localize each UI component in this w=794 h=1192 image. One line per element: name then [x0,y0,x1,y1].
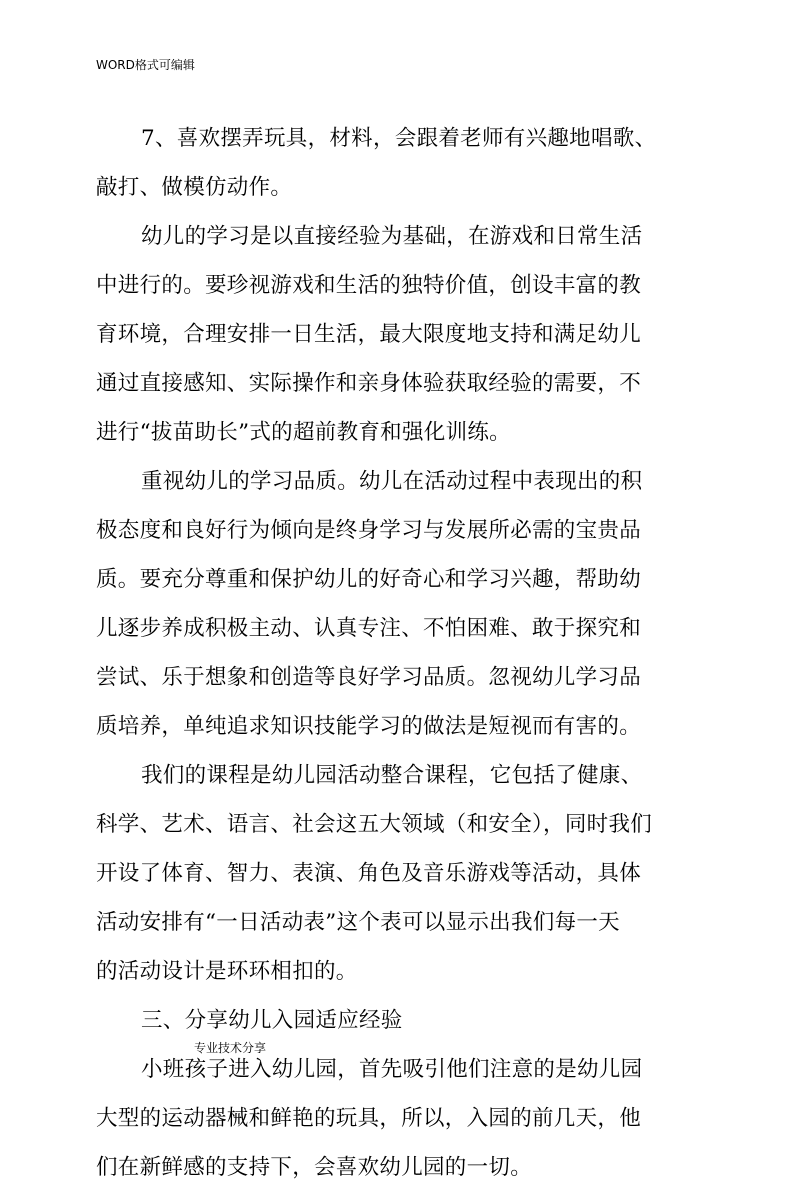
page-footer: 专业技术分享 [194,1041,267,1055]
text-line: 进行“拔苗助长”式的超前教育和强化训练。 [96,420,511,445]
text-line: 重视幼儿的学习品质。幼儿在活动过程中表现出的积 [141,469,643,494]
text-line: 小班孩子进入幼儿园，首先吸引他们注意的是幼儿园 [141,1057,643,1082]
text-line: 儿逐步养成积极主动、认真专注、不怕困难、敢于探究和 [96,616,642,641]
text-line: 7、喜欢摆弄玩具，材料，会跟着老师有兴趣地唱歌、 [141,126,657,151]
text-line: 极态度和良好行为倾向是终身学习与发展所必需的宝贵品 [96,518,642,543]
text-line: 通过直接感知、实际操作和亲身体验获取经验的需要，不 [96,371,642,396]
document-body [96,114,700,1192]
text-line: 敲打、做模仿动作。 [96,175,293,200]
text-line: 中进行的。要珍视游戏和生活的独特价值，创设丰富的教 [96,273,642,298]
text-line: 大型的运动器械和鲜艳的玩具，所以，入园的前几天，他 [96,1106,642,1131]
text-line: 质。要充分尊重和保护幼儿的好奇心和学习兴趣，帮助幼 [96,567,642,592]
text-line: 尝试、乐于想象和创造等良好学习品质。忽视幼儿学习品 [96,665,642,690]
text-line: 质培养，单纯追求知识技能学习的做法是短视而有害的。 [96,714,642,739]
text-line: 我们的课程是幼儿园活动整合课程，它包括了健康、 [141,763,643,788]
section-heading: 三、分享幼儿入园适应经验 [141,1008,403,1033]
text-line: 活动安排有“一日活动表”这个表可以显示出我们每一天 [96,910,620,935]
page-header: WORD格式可编辑 [96,58,195,72]
text-line: 的活动设计是环环相扣的。 [96,959,358,984]
text-line: 育环境，合理安排一日生活，最大限度地支持和满足幼儿 [96,322,642,347]
text-line: 们在新鲜感的支持下，会喜欢幼儿园的一切。 [96,1155,533,1180]
text-line: 科学、艺术、语言、社会这五大领域（和安全），同时我们 [96,812,653,837]
text-line: 幼儿的学习是以直接经验为基础，在游戏和日常生活 [141,224,643,249]
text-line: 开设了体育、智力、表演、角色及音乐游戏等活动，具体 [96,861,642,886]
